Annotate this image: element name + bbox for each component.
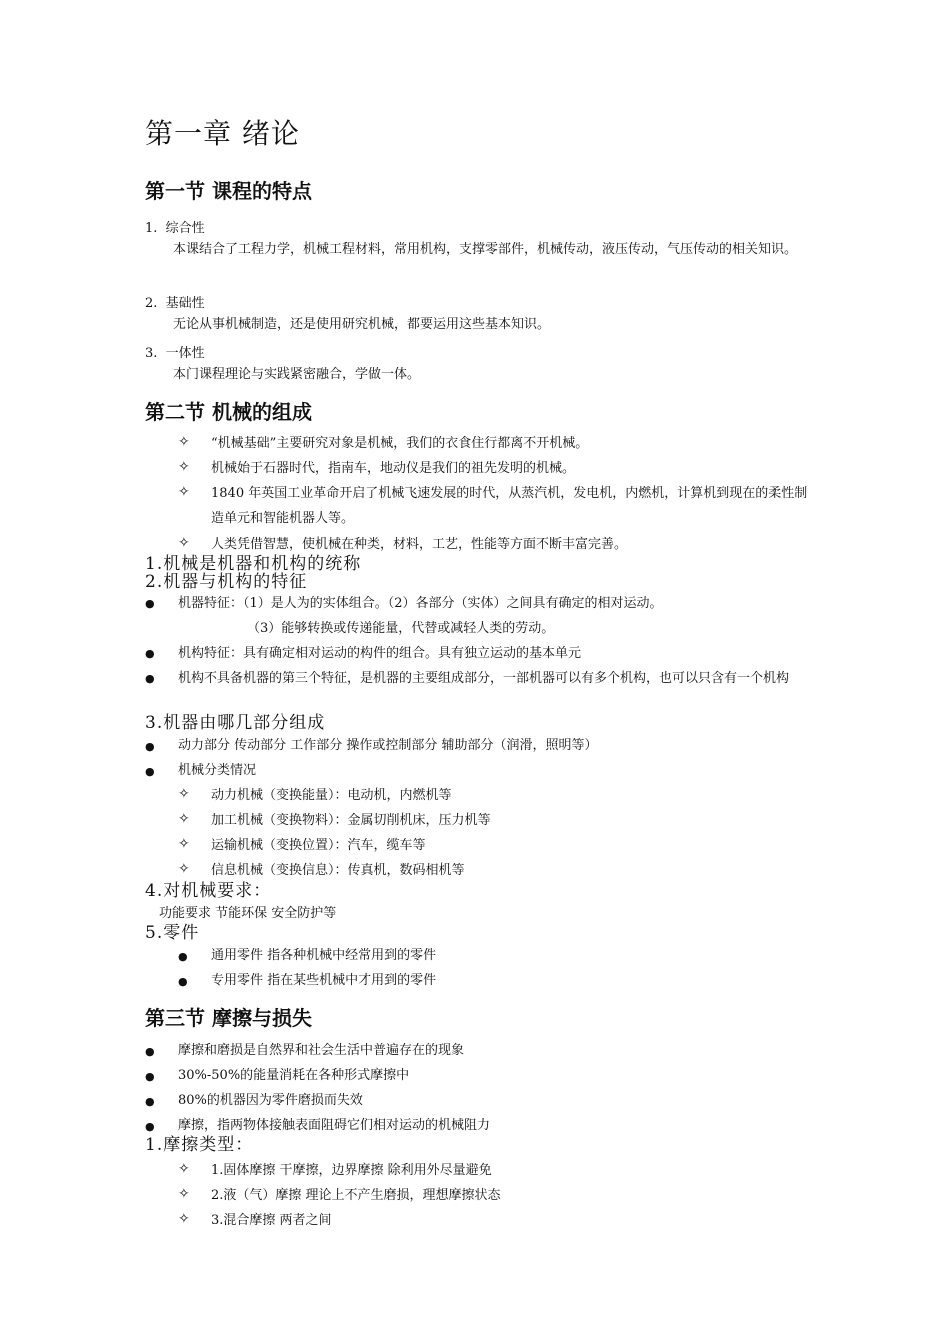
diamond-bullet-icon: ✧ [178, 434, 190, 450]
s3-type-1: 1.固体摩擦 干摩擦，边界摩擦 除利用外尽量避免 [211, 1163, 492, 1178]
diamond-bullet-icon: ✧ [178, 535, 190, 551]
s3-bullet-3: 80%的机器因为零件磨损而失效 [178, 1093, 363, 1108]
dot-bullet-icon: ● [145, 1070, 155, 1083]
s3-heading-1: 1.摩擦类型： [145, 1135, 254, 1155]
diamond-bullet-icon: ✧ [178, 484, 190, 500]
s3-bullet-4: 摩擦，指两物体接触表面阻碍它们相对运动的机械阻力 [178, 1118, 491, 1133]
section-3-title: 第三节 摩擦与损失 [145, 1006, 312, 1030]
s3-bullet-1: 摩擦和磨损是自然界和社会生活中普遍存在的现象 [178, 1043, 465, 1058]
s1-item-1-body: 本课结合了工程力学，机械工程材料，常用机构，支撑零部件，机械传动，液压传动，气压传动的相关知识。 [173, 242, 798, 257]
diamond-bullet-icon: ✧ [178, 1211, 190, 1227]
diamond-bullet-icon: ✧ [178, 459, 190, 475]
s2-heading-5: 5.零件 [145, 923, 200, 943]
diamond-bullet-icon: ✧ [178, 786, 190, 802]
dot-bullet-icon: ● [145, 1120, 155, 1133]
s2-diamond-4: 人类凭借智慧，使机械在种类，材料，工艺，性能等方面不断丰富完善。 [211, 537, 628, 552]
s2-class-item-3: 运输机械（变换位置）：汽车，缆车等 [211, 838, 426, 853]
s3-bullet-2: 30%-50%的能量消耗在各种形式摩擦中 [178, 1068, 410, 1083]
dot-bullet-icon: ● [145, 1095, 155, 1108]
s3-type-3: 3.混合摩擦 两者之间 [211, 1213, 332, 1228]
s3-type-2: 2.液（气）摩擦 理论上不产生磨损，理想摩擦状态 [211, 1188, 501, 1203]
s2-bullet-machine-features: 机器特征：（1）是人为的实体组合。（2）各部分（实体）之间具有确定的相对运动。 [178, 596, 663, 611]
diamond-bullet-icon: ✧ [178, 836, 190, 852]
s2-heading-1: 1.机械是机器和机构的统称 [145, 554, 362, 574]
dot-bullet-icon: ● [145, 647, 155, 660]
dot-bullet-icon: ● [145, 1045, 155, 1058]
s2-part-2: 专用零件 指在某些机械中才用到的零件 [211, 973, 437, 988]
s2-heading-2: 2.机器与机构的特征 [145, 572, 308, 592]
diamond-bullet-icon: ✧ [178, 861, 190, 877]
s1-item-3-body: 本门课程理论与实践紧密融合，学做一体。 [173, 367, 421, 382]
s1-item-1-heading: 1. 综合性 [145, 221, 205, 236]
dot-bullet-icon: ● [145, 765, 155, 778]
dot-bullet-icon: ● [145, 597, 155, 610]
s2-bullet-components: 动力部分 传动部分 工作部分 操作或控制部分 辅助部分（润滑，照明等） [178, 738, 598, 753]
dot-bullet-icon: ● [178, 950, 188, 963]
dot-bullet-icon: ● [145, 672, 155, 685]
section-1-title: 第一节 课程的特点 [145, 179, 312, 203]
s2-class-item-4: 信息机械（变换信息）：传真机，数码相机等 [211, 863, 465, 878]
chapter-title: 第一章 绪论 [145, 117, 300, 150]
s2-part-1: 通用零件 指各种机械中经常用到的零件 [211, 948, 437, 963]
s2-diamond-1: “机械基础”主要研究对象是机械，我们的衣食住行都离不开机械。 [211, 436, 589, 451]
s2-class-item-2: 加工机械（变换物料）：金属切削机床，压力机等 [211, 813, 491, 828]
s2-heading-3: 3.机器由哪几部分组成 [145, 713, 326, 733]
s1-item-2-body: 无论从事机械制造，还是使用研究机械，都要运用这些基本知识。 [173, 317, 551, 332]
s2-diamond-2: 机械始于石器时代，指南车，地动仪是我们的祖先发明的机械。 [211, 461, 576, 476]
s2-bullet-mechanism-note: 机构不具备机器的第三个特征，是机器的主要组成部分，一部机器可以有多个机构，也可以只含有一个机构 [178, 671, 790, 686]
s2-heading-4: 4.对机械要求： [145, 881, 272, 901]
section-2-title: 第二节 机械的组成 [145, 400, 312, 424]
dot-bullet-icon: ● [178, 975, 188, 988]
diamond-bullet-icon: ✧ [178, 1161, 190, 1177]
s1-item-3-heading: 3. 一体性 [145, 346, 205, 361]
s2-bullet-machine-features-cont: （3）能够转换或传递能量，代替或减轻人类的劳动。 [247, 621, 555, 636]
s2-diamond-3: 1840 年英国工业革命开启了机械飞速发展的时代，从蒸汽机，发电机，内燃机，计算机到现在的柔性制造单元和智能机器人等。 [211, 486, 808, 526]
diamond-bullet-icon: ✧ [178, 811, 190, 827]
s2-bullet-classification: 机械分类情况 [178, 763, 257, 778]
s1-item-2-heading: 2. 基础性 [145, 296, 205, 311]
dot-bullet-icon: ● [145, 740, 155, 753]
s2-bullet-mechanism-features: 机构特征：具有确定相对运动的构件的组合。具有独立运动的基本单元 [178, 646, 582, 661]
s2-requirements: 功能要求 节能环保 安全防护等 [159, 906, 337, 921]
diamond-bullet-icon: ✧ [178, 1186, 190, 1202]
s2-class-item-1: 动力机械（变换能量）：电动机，内燃机等 [211, 788, 452, 803]
